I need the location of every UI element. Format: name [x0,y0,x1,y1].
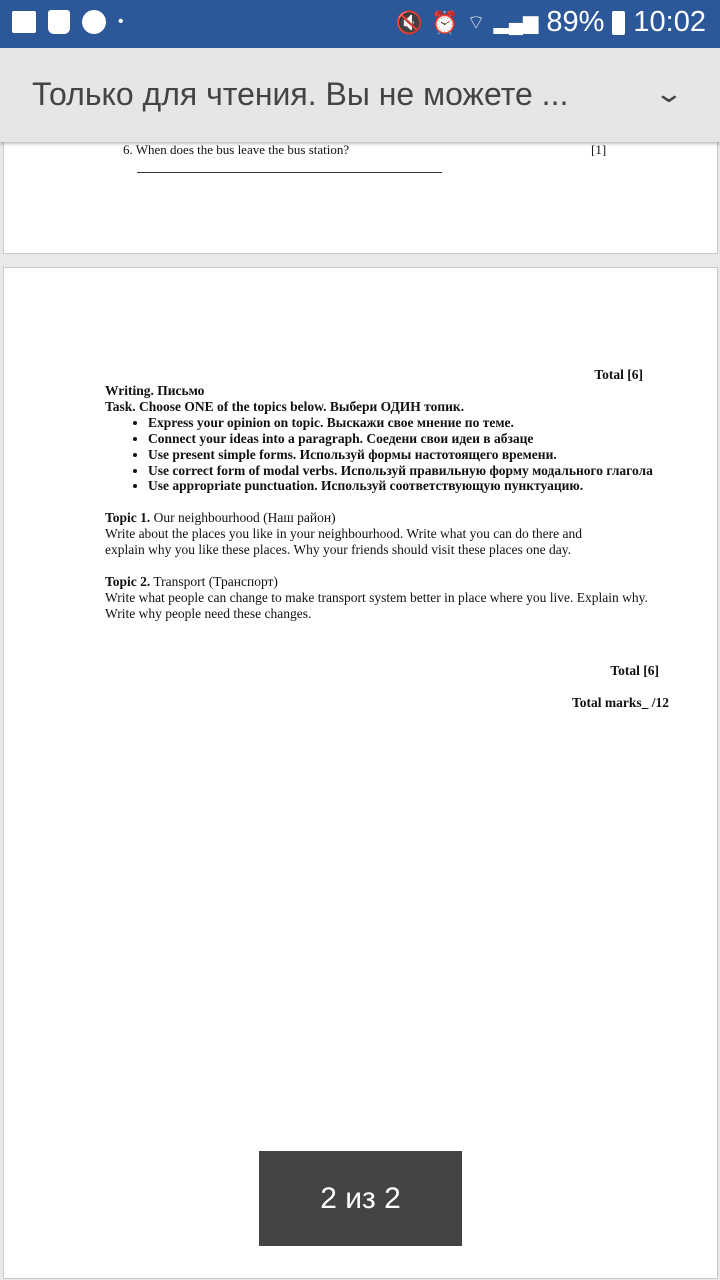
topic-1-text: Write about the places you like in your neighbourhood. Write what you can do there and explain why you like these places. Why your friends should visit these places one day. [105,526,583,557]
list-item: • Connect your ideas into a paragraph. Соедени свои идеи в абзаце [148,431,665,447]
answer-line [137,172,442,173]
document-page-2 [3,267,718,1279]
gallery-icon [12,11,36,33]
account-icon [82,10,106,34]
list-item: • Use appropriate punctuation. Используй соответствующую пунктуацию. [148,478,665,494]
status-bar [0,0,720,48]
signal-icon: ▂▄▆ [493,12,539,34]
task-text: Task. Choose ONE of the topics below. Выбери ОДИН топик. [105,399,465,414]
topic-2-text: Write what people can change to make transport system better in place where you live. Explain why. Write why people need these changes. [105,590,648,621]
wifi-icon: ⌔ [466,12,486,34]
page-indicator-toast [259,1151,462,1246]
topic-1-title: Our neighbourhood (Наш район) [150,510,336,525]
topic-2-title: Transport (Транспорт) [150,574,278,589]
topic-2 [105,574,665,590]
question-6-mark: [1] [591,142,607,157]
total-reading: Total [6] [594,367,643,382]
total-marks: Total marks_ /12 [571,695,669,710]
clock: 10:02 [633,6,706,38]
list-item: • Use present simple forms. Используй формы настотоящего времени. [148,447,665,463]
list-item: • Express your opinion on topic. Выскажи свое мнение по теме. [148,415,665,431]
page-indicator-text: 2 из 2 [320,1181,401,1215]
writing-section [105,383,665,622]
battery-icon [612,11,625,35]
topic-1 [105,510,665,526]
section-heading: Writing. Письмо [105,383,205,398]
read-only-banner[interactable] [0,48,720,142]
topic-1-label: Topic 1. [105,510,151,525]
banner-text: Только для чтения. Вы не можете ... [32,76,569,112]
chevron-down-icon[interactable]: ⌄ [653,78,685,108]
alarm-icon: ⏰ [431,9,459,35]
mute-icon: 🔇 [395,9,424,35]
task-requirements [105,415,665,494]
total-writing: Total [6] [610,663,659,678]
question-6: 6. When does the bus leave the bus station? [123,142,350,157]
list-item: • Use correct form of modal verbs. Используй правильную форму модального глагола [148,463,665,478]
topic-2-label: Topic 2. [105,574,151,589]
dot-icon: • [118,13,124,30]
shopping-bag-icon [48,10,70,34]
battery-level: 89% [546,6,605,38]
